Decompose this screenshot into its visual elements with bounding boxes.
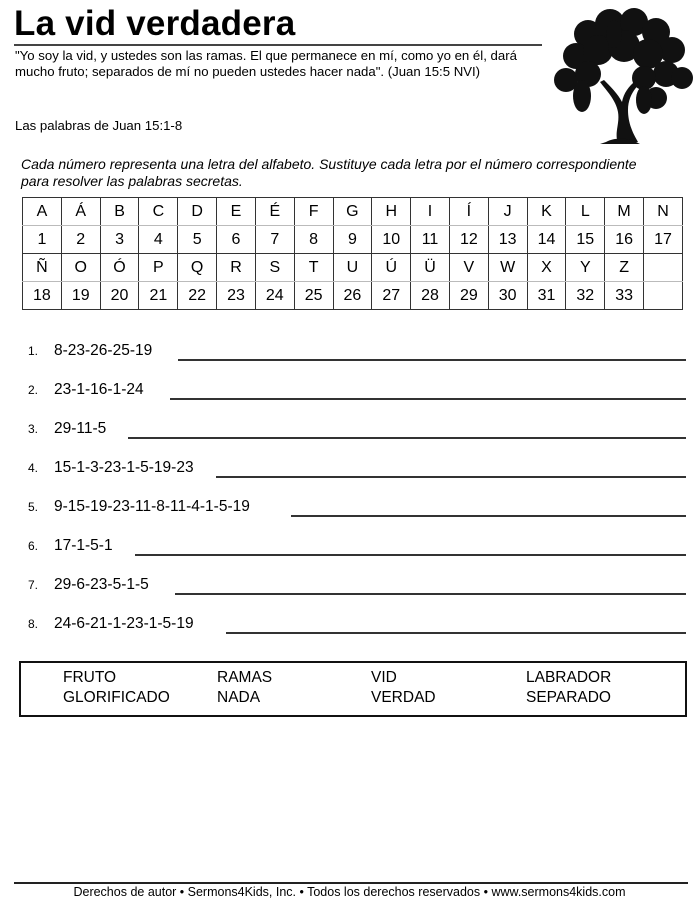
answer-line[interactable] [226, 632, 686, 634]
cipher-number: 29 [449, 282, 488, 310]
puzzle-code: 29-6-23-5-1-5 [54, 576, 149, 593]
cipher-letter: Á [61, 198, 100, 226]
cipher-number: 2 [61, 226, 100, 254]
cipher-letter: F [294, 198, 333, 226]
cipher-number: 19 [61, 282, 100, 310]
cipher-number: 10 [372, 226, 411, 254]
cipher-letter: É [255, 198, 294, 226]
puzzle-number: 6. [28, 539, 39, 553]
cipher-letter: Í [449, 198, 488, 226]
cipher-letter [644, 254, 683, 282]
cipher-letter: R [217, 254, 256, 282]
cipher-letter: Q [178, 254, 217, 282]
cipher-letter: T [294, 254, 333, 282]
answer-line[interactable] [135, 554, 686, 556]
cipher-letter: E [217, 198, 256, 226]
cipher-number: 14 [527, 226, 566, 254]
puzzle-number: 4. [28, 461, 39, 475]
cipher-letter: G [333, 198, 372, 226]
cipher-letter: J [488, 198, 527, 226]
cipher-number [644, 282, 683, 310]
cipher-number: 26 [333, 282, 372, 310]
puzzle-item [28, 537, 686, 567]
footer-divider [14, 882, 688, 884]
cipher-letter: A [23, 198, 62, 226]
cipher-letter: D [178, 198, 217, 226]
cipher-number: 16 [605, 226, 644, 254]
cipher-number: 20 [100, 282, 139, 310]
puzzle-code: 8-23-26-25-19 [54, 342, 153, 359]
word-bank-item: GLORIFICADO [63, 689, 170, 706]
cipher-letters-row [23, 198, 683, 226]
puzzle-item [28, 459, 686, 489]
cipher-letter: X [527, 254, 566, 282]
cipher-letter: Y [566, 254, 605, 282]
cipher-letter: Z [605, 254, 644, 282]
cipher-number: 8 [294, 226, 333, 254]
puzzle-item [28, 420, 686, 450]
cipher-number: 5 [178, 226, 217, 254]
cipher-number: 23 [217, 282, 256, 310]
cipher-letter: N [644, 198, 683, 226]
cipher-letter: P [139, 254, 178, 282]
puzzle-number: 7. [28, 578, 39, 592]
cipher-number: 22 [178, 282, 217, 310]
cipher-number: 3 [100, 226, 139, 254]
cipher-number: 25 [294, 282, 333, 310]
puzzle-number: 3. [28, 422, 39, 436]
word-bank [19, 661, 687, 717]
page-title: La vid verdadera [14, 4, 296, 43]
cipher-letter: O [61, 254, 100, 282]
cipher-number: 6 [217, 226, 256, 254]
cipher-number: 1 [23, 226, 62, 254]
puzzle-item [28, 342, 686, 372]
cipher-key-table [22, 197, 683, 310]
puzzle-code: 23-1-16-1-24 [54, 381, 144, 398]
word-bank-item: VID [371, 669, 397, 686]
answer-line[interactable] [291, 515, 686, 517]
puzzle-item [28, 381, 686, 411]
cipher-letter: K [527, 198, 566, 226]
cipher-number: 24 [255, 282, 294, 310]
answer-line[interactable] [128, 437, 686, 439]
puzzle-number: 2. [28, 383, 39, 397]
cipher-number: 15 [566, 226, 605, 254]
cipher-number: 31 [527, 282, 566, 310]
answer-line[interactable] [178, 359, 686, 361]
instructions: Cada número representa una letra del alfabeto. Sustituye cada letra por el número correspondiente para resolver las palabras secretas. [21, 156, 637, 189]
cipher-number: 21 [139, 282, 178, 310]
answer-line[interactable] [170, 398, 686, 400]
cipher-number: 11 [411, 226, 450, 254]
cipher-number: 33 [605, 282, 644, 310]
cipher-number: 27 [372, 282, 411, 310]
word-bank-item: LABRADOR [526, 669, 612, 686]
cipher-number: 13 [488, 226, 527, 254]
scripture-reference: Las palabras de Juan 15:1-8 [15, 118, 183, 133]
cipher-letter: U [333, 254, 372, 282]
cipher-number: 32 [566, 282, 605, 310]
cipher-letter: C [139, 198, 178, 226]
cipher-number: 9 [333, 226, 372, 254]
cipher-letter: Ú [372, 254, 411, 282]
cipher-letter: Ñ [23, 254, 62, 282]
puzzle-code: 17-1-5-1 [54, 537, 113, 554]
word-bank-item: NADA [217, 689, 261, 706]
puzzle-item [28, 498, 686, 528]
cipher-numbers-row [23, 226, 683, 254]
cipher-letter: Ü [411, 254, 450, 282]
cipher-letter: M [605, 198, 644, 226]
word-bank-item: VERDAD [371, 689, 436, 706]
puzzle-number: 8. [28, 617, 39, 631]
cipher-number: 30 [488, 282, 527, 310]
cipher-number: 4 [139, 226, 178, 254]
title-divider [14, 44, 542, 46]
cipher-number: 28 [411, 282, 450, 310]
bible-verse: "Yo soy la vid, y ustedes son las ramas. El que permanece en mí, como yo en él, dará mucho fruto; separados de mí no pueden ustedes hacer nada". (Juan 15:5 NVI) [15, 48, 517, 79]
cipher-numbers-row [23, 282, 683, 310]
cipher-number: 12 [449, 226, 488, 254]
copyright-footer: Derechos de autor • Sermons4Kids, Inc. • Todos los derechos reservados • www.sermons4kids.com [73, 885, 626, 899]
puzzle-code: 29-11-5 [54, 420, 107, 437]
cipher-letter: V [449, 254, 488, 282]
answer-line[interactable] [175, 593, 686, 595]
cipher-letter: H [372, 198, 411, 226]
cipher-letter: L [566, 198, 605, 226]
cipher-letter: Ó [100, 254, 139, 282]
puzzle-code: 24-6-21-1-23-1-5-19 [54, 615, 194, 632]
answer-line[interactable] [216, 476, 686, 478]
word-bank-item: SEPARADO [526, 689, 611, 706]
cipher-number: 17 [644, 226, 683, 254]
cipher-letter: I [411, 198, 450, 226]
cipher-letter: W [488, 254, 527, 282]
cipher-letter: S [255, 254, 294, 282]
puzzle-number: 5. [28, 500, 39, 514]
word-bank-item: FRUTO [63, 669, 117, 686]
puzzle-item [28, 576, 686, 606]
cipher-number: 18 [23, 282, 62, 310]
word-bank-item: RAMAS [217, 669, 273, 686]
cipher-letters-row [23, 254, 683, 282]
grapevine-tree-icon [548, 4, 696, 144]
cipher-number: 7 [255, 226, 294, 254]
puzzle-code: 9-15-19-23-11-8-11-4-1-5-19 [54, 498, 250, 515]
puzzle-code: 15-1-3-23-1-5-19-23 [54, 459, 194, 476]
puzzle-number: 1. [28, 344, 39, 358]
puzzle-item [28, 615, 686, 645]
cipher-letter: B [100, 198, 139, 226]
